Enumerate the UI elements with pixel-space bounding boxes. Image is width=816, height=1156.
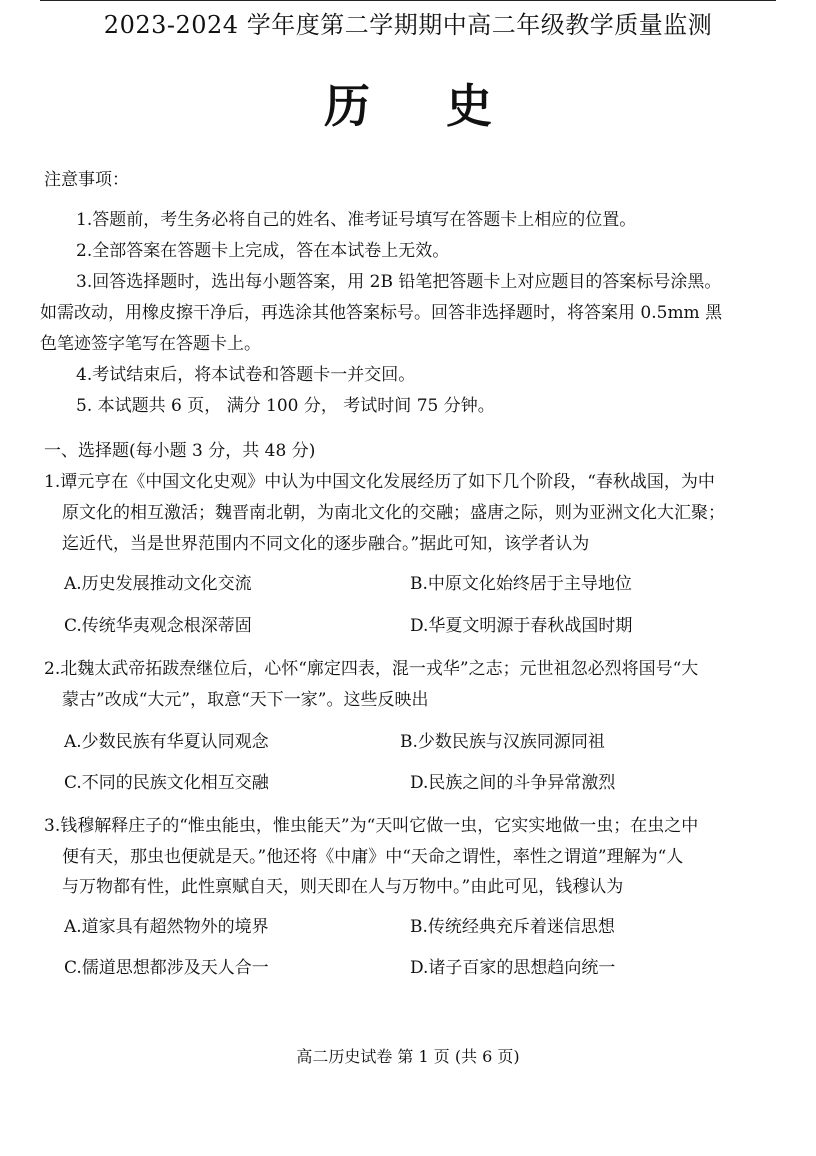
notice-line: 3.回答选择题时，选出每小题答案，用 2B 铅笔把答题卡上对应题目的答案标号涂黑。: [76, 272, 722, 292]
notice-line: 色笔迹签字笔写在答题卡上。: [40, 334, 261, 354]
notice-line: 2.全部答案在答题卡上完成，答在本试卷上无效。: [76, 241, 450, 261]
question-3-option-c: C.儒道思想都涉及天人合一: [64, 958, 269, 978]
notice-heading: 注意事项：: [44, 170, 129, 190]
question-3-option-d: D.诸子百家的思想趋向统一: [410, 958, 616, 978]
question-3-line: 3.钱穆解释庄子的“惟虫能虫，惟虫能天”为“天叫它做一虫，它实实地做一虫；在虫之中: [44, 816, 699, 836]
question-1-option-d: D.华夏文明源于春秋战国时期: [410, 616, 633, 636]
page-footer: 高二历史试卷 第 1 页 (共 6 页): [296, 1047, 520, 1066]
question-3-option-a: A.道家具有超然物外的境界: [64, 917, 269, 937]
question-3-line: 与万物都有性，此性禀赋自天，则天即在人与万物中。”由此可见，钱穆认为: [62, 877, 624, 897]
notice-line: 如需改动，用橡皮擦干净后，再选涂其他答案标号。回答非选择题时，将答案用 0.5mm 黑: [40, 303, 723, 323]
question-1-line: 原文化的相互激活；魏晋南北朝，为南北文化的交融；盛唐之际，则为亚洲文化大汇聚；: [62, 503, 725, 523]
question-1-option-a: A.历史发展推动文化交流: [64, 574, 252, 594]
notice-line: 5. 本试题共 6 页， 满分 100 分， 考试时间 75 分钟。: [76, 396, 495, 416]
question-2-line: 2.北魏太武帝拓跋焘继位后，心怀“廓定四表，混一戎华”之志；元世祖忽必烈将国号“大: [44, 659, 699, 679]
question-1-option-b: B.中原文化始终居于主导地位: [410, 574, 632, 594]
question-2-option-c: C.不同的民族文化相互交融: [64, 773, 269, 793]
question-1-option-c: C.传统华夷观念根深蒂固: [64, 616, 252, 636]
question-1-line: 1.谭元亨在《中国文化史观》中认为中国文化发展经历了如下几个阶段，“春秋战国，为中: [44, 472, 715, 492]
top-rule: [40, 0, 776, 1]
question-1-line: 迄近代，当是世界范围内不同文化的逐步融合。”据此可知，该学者认为: [62, 534, 590, 554]
notice-line: 4.考试结束后，将本试卷和答题卡一并交回。: [76, 365, 416, 385]
question-3-option-b: B.传统经典充斥着迷信思想: [410, 917, 615, 937]
subject-title: 历 史: [323, 79, 522, 133]
notice-line: 1.答题前，考生务必将自己的姓名、准考证号填写在答题卡上相应的位置。: [76, 210, 637, 230]
section-title: 一、选择题(每小题 3 分，共 48 分): [44, 441, 316, 461]
question-2-line: 蒙古”改成“大元”，取意“天下一家”。这些反映出: [62, 690, 429, 710]
question-3-line: 便有天，那虫也便就是天。”他还将《中庸》中“天命之谓性，率性之谓道”理解为“人: [62, 847, 684, 867]
exam-title: 2023-2024 学年度第二学期期中高二年级教学质量监测: [103, 11, 713, 39]
question-2-option-d: D.民族之间的斗争异常激烈: [410, 773, 616, 793]
question-2-option-a: A.少数民族有华夏认同观念: [64, 732, 269, 752]
question-2-option-b: B.少数民族与汉族同源同祖: [400, 732, 605, 752]
